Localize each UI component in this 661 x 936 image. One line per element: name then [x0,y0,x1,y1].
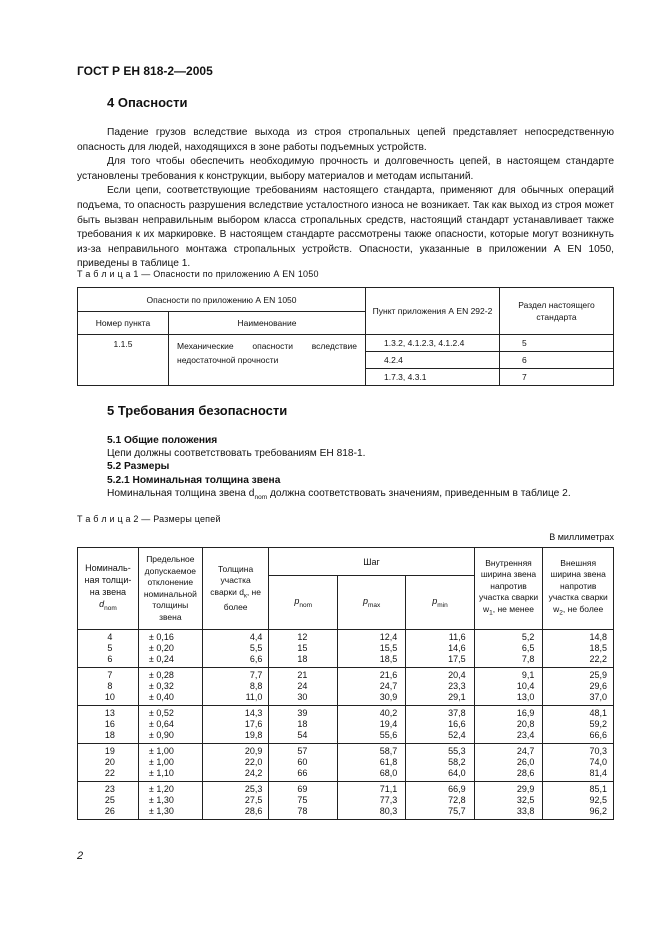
page-number: 2 [77,850,84,862]
table-row [78,782,614,820]
table-cell-tol: ± 0,16 ± 0,20 ± 0,24 [138,630,202,668]
table-cell-pnom: 12 15 18 [269,630,338,668]
table-row [78,706,614,744]
paragraph: Падение грузов вследствие выхода из строя стропальных цепей представляет непосредственную опасность для людей, находящихся в зоне работы подъемных устройств. [77,127,614,153]
table-cell-pnom: 39 18 54 [269,706,338,744]
table-cell-w2: 25,9 29,6 37,0 [543,668,614,706]
table-cell-pmax: 12,4 15,5 18,5 [337,630,405,668]
subsection-5-2-1-text: Номинальная толщина звена $d_{nom}$ должна соответствовать значениям, приведенным в таблице 2. [107,487,571,501]
table-cell-w2: 14,8 18,5 22,2 [543,630,614,668]
table-cell-d: 13 16 18 [78,706,139,744]
table-cell-pnom: 21 24 30 [269,668,338,706]
table-1-header-group: Опасности по приложению А EN 1050 [78,288,366,312]
table-cell-w1: 24,7 26,0 28,6 [474,744,543,782]
table-2-header-pnom: $p_{nom}$ [269,576,338,630]
table-cell-tol: ± 1,20 ± 1,30 ± 1,30 [138,782,202,820]
table-cell-pmin: 11,6 14,6 17,5 [406,630,474,668]
table-cell-pmax: 58,7 61,8 68,0 [337,744,405,782]
table-2-header-pmin: $p_{min}$ [406,576,474,630]
table-2-body [78,630,614,820]
table-1-item-num: 1.1.5 [78,335,169,386]
table-2-header-outer-width: Внешняя ширина звена напротив участка сварки $w_2$, не более [543,548,614,630]
table-2-header-tolerance: Предельное допускаемое отклонение номинальной толщины звена [138,548,202,630]
table-2 [77,547,614,820]
table-2-caption: Т а б л и ц а 2 — Размеры цепей [77,514,221,524]
subsection-5-1-text: Цепи должны соответствовать требованиям ЕН 818-1. [107,448,366,460]
table-cell-tol: ± 1,00 ± 1,00 ± 1,10 [138,744,202,782]
table-2-header-inner-width: Внутренняя ширина звена напротив участка сварки $w_1$, не менее [474,548,543,630]
table-cell-w2: 85,1 92,5 96,2 [543,782,614,820]
subsection-5-2-title: 5.2 Размеры [107,461,170,473]
table-1-header-clause: Пункт приложения А EN 292-2 [366,288,500,335]
table-cell-w2: 70,3 74,0 81,4 [543,744,614,782]
table-cell-pmin: 20,4 23,3 29,1 [406,668,474,706]
table-cell-dk: 4,4 5,5 6,6 [202,630,269,668]
section-5-title: 5 Требования безопасности [107,403,288,418]
table-1-header-num: Номер пункта [78,312,169,335]
table-cell-pmax: 40,2 19,4 55,6 [337,706,405,744]
table-2-header-nominal: Номиналь- ная толщи- на звена $d_{nom}$ [78,548,139,630]
table-cell-tol: ± 0,28 ± 0,32 ± 0,40 [138,668,202,706]
table-2-header-pitch: Шаг [269,548,474,576]
table-cell-w1: 16,9 20,8 23,4 [474,706,543,744]
table-2-header-weld: Толщина участка сварки $d_к$, не более [202,548,269,630]
table-cell-pmin: 37,8 16,6 52,4 [406,706,474,744]
table-1-section: 5 [500,335,614,352]
table-cell-dk: 7,7 8,8 11,0 [202,668,269,706]
subsection-5-2-1-title: 5.2.1 Номинальная толщина звена [107,474,281,486]
table-1-header-section: Раздел настоящего стандарта [500,288,614,335]
table-cell-w1: 29,9 32,5 33,8 [474,782,543,820]
table-cell-w2: 48,1 59,2 66,6 [543,706,614,744]
table-cell-pnom: 69 75 78 [269,782,338,820]
table-cell-pmin: 55,3 58,2 64,0 [406,744,474,782]
table-2-header-pmax: $p_{max}$ [337,576,405,630]
table-1 [77,287,614,386]
section-4-body [77,126,614,272]
paragraph: Если цепи, соответствующие требованиям настоящего стандарта, применяют для обычных операций подъема, то опасность разрушения вследствие усталостного износа не возникает. Так как выход из строя может быть вызван неправильным выбором класса стропальных средств, настоящий стандарт устанавливает также требования к их маркировке. В настоящем стандарте рассмотрены также опасности, которые могут возникнуть из-за неправильного монтажа стропальных устройств. Опасности, указанные в приложении А EN 1050, приведены в таблице 1. [77,185,614,270]
document-header: ГОСТ Р ЕН 818-2—2005 [77,64,213,78]
table-row [78,744,614,782]
table-cell-d: 4 5 6 [78,630,139,668]
table-cell-d: 23 25 26 [78,782,139,820]
table-row [78,630,614,668]
section-5-body [107,434,617,504]
section-4-title: 4 Опасности [107,95,188,110]
table-cell-w1: 9,1 10,4 13,0 [474,668,543,706]
table-cell-tol: ± 0,52 ± 0,64 ± 0,90 [138,706,202,744]
table-cell-dk: 25,3 27,5 28,6 [202,782,269,820]
table-1-section: 6 [500,352,614,369]
table-cell-w1: 5,2 6,5 7,8 [474,630,543,668]
subsection-5-1-title: 5.1 Общие положения [107,435,218,446]
table-1-item-name: Механические опасности вследствие недостаточной прочности [169,335,366,386]
table-cell-pmax: 21,6 24,7 30,9 [337,668,405,706]
table-cell-pmax: 71,1 77,3 80,3 [337,782,405,820]
paragraph: Для того чтобы обеспечить необходимую прочность и долговечность цепей, в настоящем стандарте установлены требования к конструкции, выбору материалов и методам испытаний. [77,156,614,182]
table-1-clause: 4.2.4 [366,352,500,369]
table-cell-pmin: 66,9 72,8 75,7 [406,782,474,820]
table-cell-dk: 14,3 17,6 19,8 [202,706,269,744]
table-cell-dk: 20,9 22,0 24,2 [202,744,269,782]
table-cell-d: 7 8 10 [78,668,139,706]
table-1-clause: 1.3.2, 4.1.2.3, 4.1.2.4 [366,335,500,352]
table-row [78,668,614,706]
table-1-section: 7 [500,369,614,386]
table-1-clause: 1.7.3, 4.3.1 [366,369,500,386]
table-1-header-name: Наименование [169,312,366,335]
table-2-units: В миллиметрах [549,532,614,542]
table-cell-pnom: 57 60 66 [269,744,338,782]
table-cell-d: 19 20 22 [78,744,139,782]
table-1-caption: Т а б л и ц а 1 — Опасности по приложению А EN 1050 [77,269,319,279]
